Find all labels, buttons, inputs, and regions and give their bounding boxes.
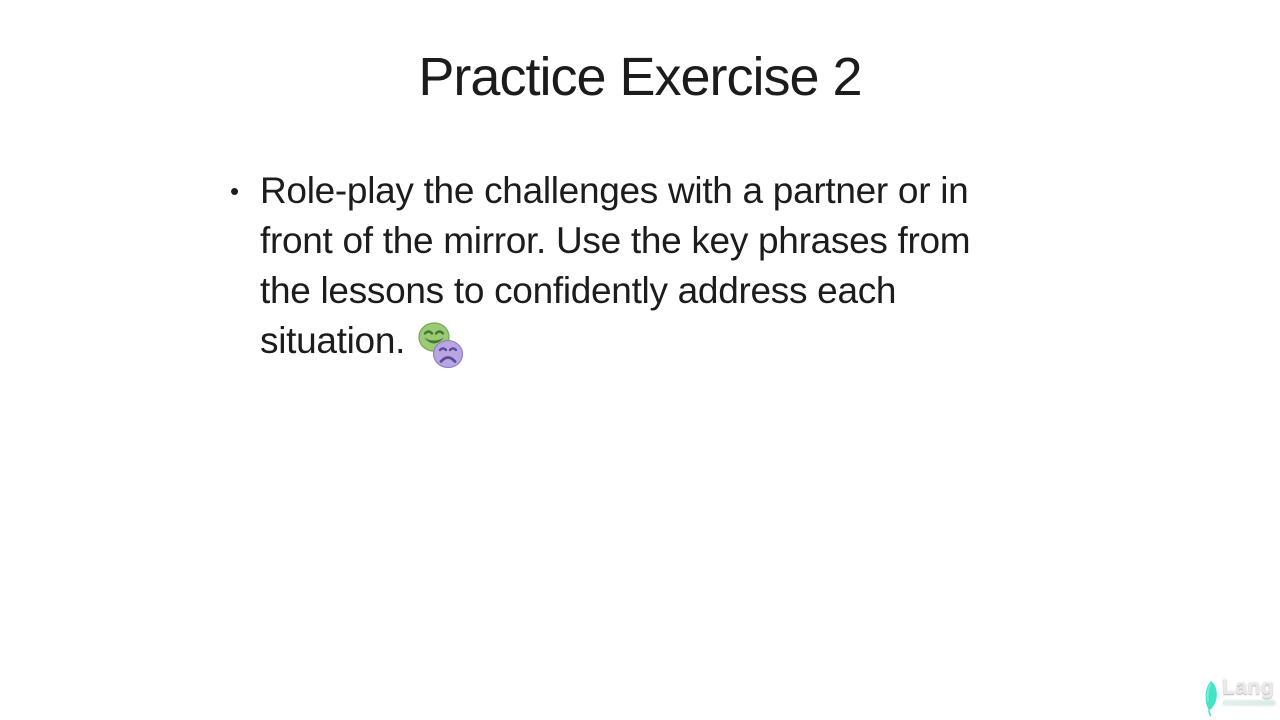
slide-title: Practice Exercise 2	[418, 47, 862, 107]
brand-watermark	[1202, 678, 1276, 716]
leaf-icon	[1202, 680, 1219, 716]
bullet-marker: •	[230, 176, 240, 206]
bullet-line: front of the mirror. Use the key phrases from	[260, 220, 971, 261]
performing-arts-masks-icon	[417, 322, 464, 369]
bullet-text	[260, 166, 1090, 369]
bullet-line-text: situation.	[260, 320, 406, 361]
brand-name: Lang	[1222, 676, 1275, 699]
bullet-line: Role-play the challenges with a partner or in	[260, 170, 969, 211]
brand-text-block	[1222, 678, 1276, 706]
bullet-line	[260, 316, 1090, 369]
bullet-item	[230, 166, 1090, 369]
brand-subtitle-blurred	[1222, 700, 1276, 706]
bullet-line: the lessons to confidently address each	[260, 270, 897, 311]
